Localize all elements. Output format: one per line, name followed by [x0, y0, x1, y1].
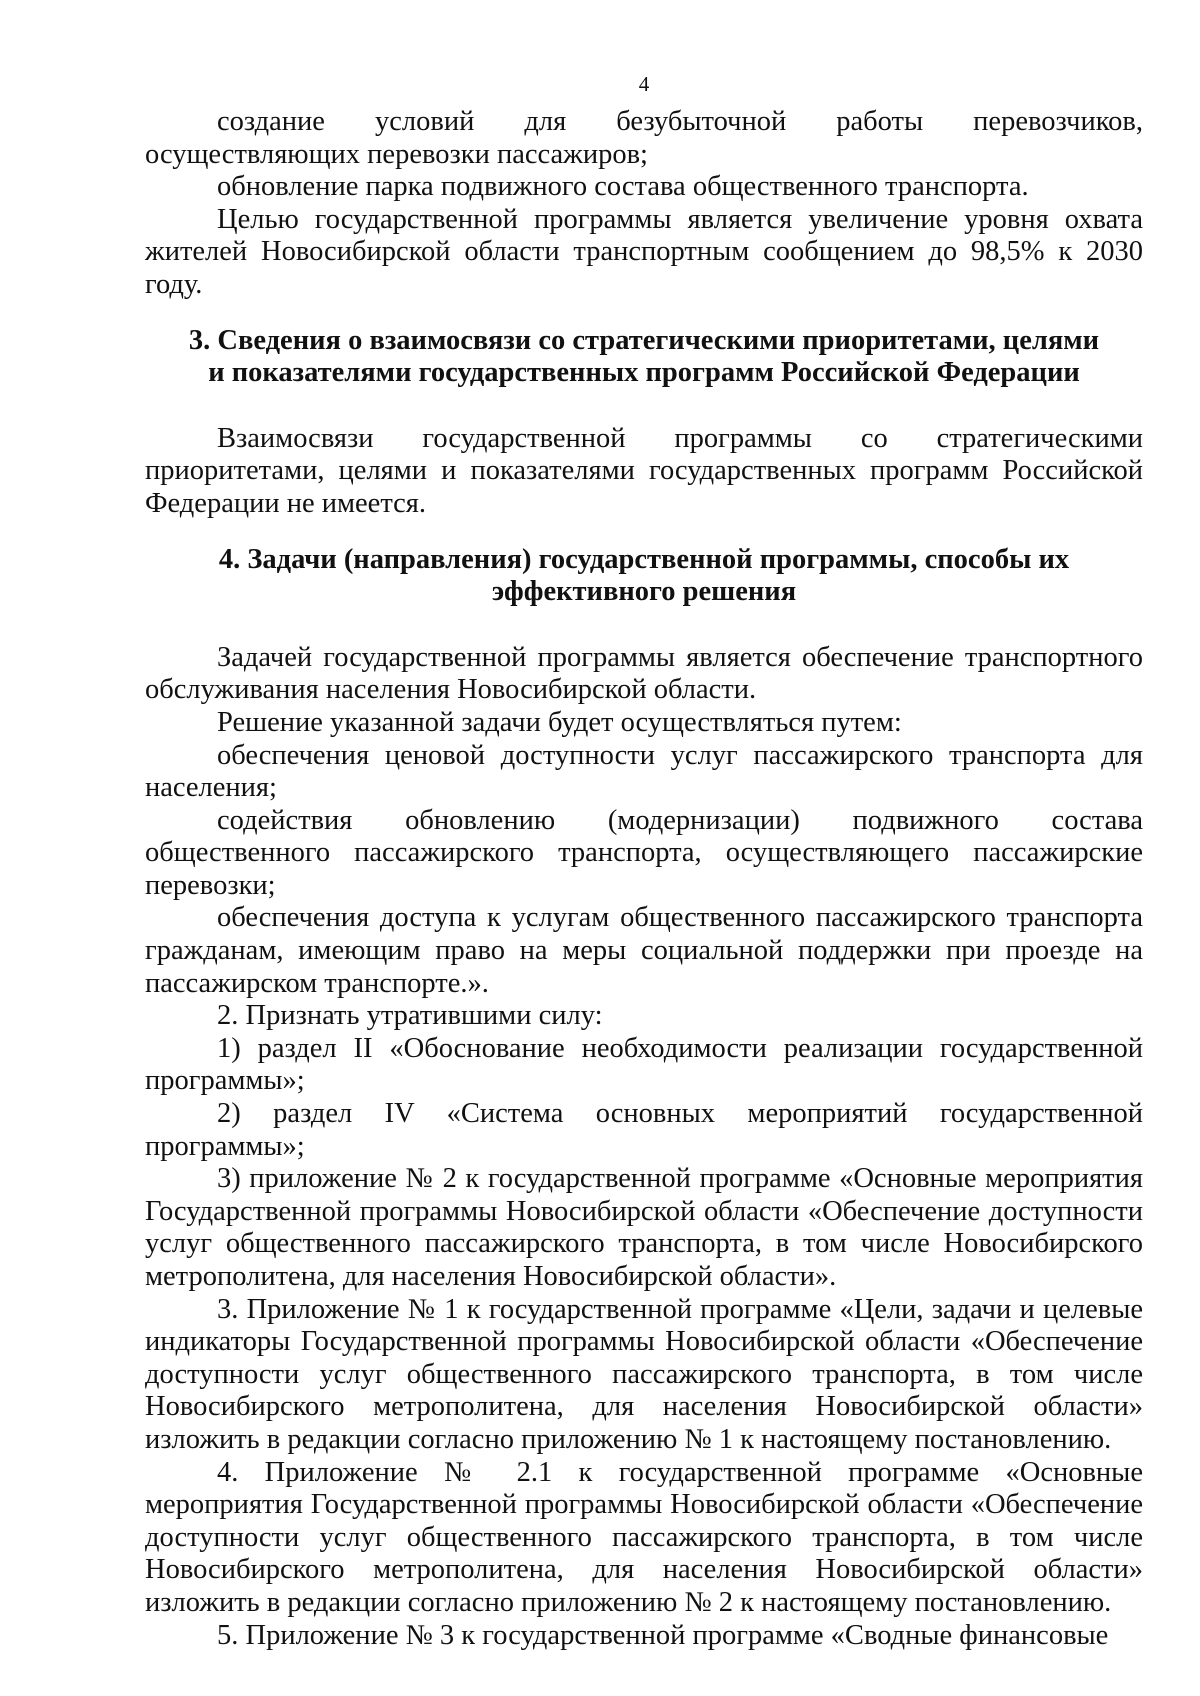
heading-line: эффективного решения — [491, 576, 797, 608]
paragraph: 1) раздел II «Обоснование необходимости реализации государственной программы»; — [145, 1032, 1143, 1097]
document-page — [145, 70, 1143, 1652]
paragraph: 4. Приложение № 2.1 к государственной программе «Основные мероприятия Государственной программы Новосибирской области «Обеспечение доступности услуг общественного пассажирского транспорта, в том числе Новосибирского метрополитена, для населения Новосибирской области» изложить в редакции согласно приложению № 2 к настоящему постановлению. — [145, 1456, 1143, 1618]
spacer — [145, 609, 1143, 642]
section-3-heading — [145, 325, 1143, 390]
paragraph: обновление парка подвижного состава общественного транспорта. — [217, 171, 1029, 203]
section-4-heading — [145, 544, 1143, 609]
paragraph: 3. Приложение № 1 к государственной программе «Цели, задачи и целевые индикаторы Государственной программы Новосибирской области «Обеспечение доступности услуг общественного пассажирского транспорта, в том числе Новосибирского метрополитена, для населения Новосибирской области» изложить в редакции согласно приложению № 1 к настоящему постановлению. — [145, 1293, 1143, 1455]
paragraph: Взаимосвязи государственной программы со стратегическими приоритетами, целями и показателями государственных программ Российской Федерации не имеется. — [145, 422, 1143, 519]
paragraph: создание условий для безубыточной работы перевозчиков, осуществляющих перевозки пассажиров; — [145, 106, 1143, 170]
heading-line: 3. Сведения о взаимосвязи со стратегическими приоритетами, целями — [188, 324, 1100, 356]
paragraph: Решение указанной задачи будет осуществляться путем: — [217, 706, 902, 738]
paragraph: 2. Признать утратившими силу: — [217, 1000, 603, 1032]
paragraph: Целью государственной программы является увеличение уровня охвата жителей Новосибирской области транспортным сообщением до 98,5% к 2030 году. — [145, 203, 1143, 300]
paragraph: 2) раздел IV «Система основных мероприятий государственной программы»; — [145, 1098, 1143, 1162]
heading-line: 4. Задачи (направления) государственной программы, способы их — [218, 543, 1070, 575]
paragraph: 5. Приложение № 3 к государственной программе «Сводные финансовые — [217, 1619, 1109, 1651]
heading-line: и показателями государственных программ Российской Федерации — [208, 357, 1080, 389]
paragraph: обеспечения ценовой доступности услуг пассажирского транспорта для населения; — [145, 739, 1143, 804]
page-number: 4 — [638, 72, 650, 96]
spacer — [145, 302, 1143, 325]
spacer — [145, 521, 1143, 544]
paragraph: содействия обновлению (модернизации) подвижного состава общественного пассажирского транспорта, осуществляющего пассажирские перевозки; — [145, 804, 1143, 901]
paragraph: 3) приложение № 2 к государственной программе «Основные мероприятия Государственной программы Новосибирской области «Обеспечение доступности услуг общественного пассажирского транспорта, в том числе Новосибирского метрополитена, для населения Новосибирской области». — [145, 1163, 1143, 1292]
paragraph: Задачей государственной программы является обеспечение транспортного обслуживания населения Новосибирской области. — [145, 641, 1143, 706]
spacer — [145, 390, 1143, 423]
paragraph: обеспечения доступа к услугам общественного пассажирского транспорта гражданам, имеющим право на меры социальной поддержки при проезде на пассажирском транспорте.». — [145, 902, 1143, 999]
